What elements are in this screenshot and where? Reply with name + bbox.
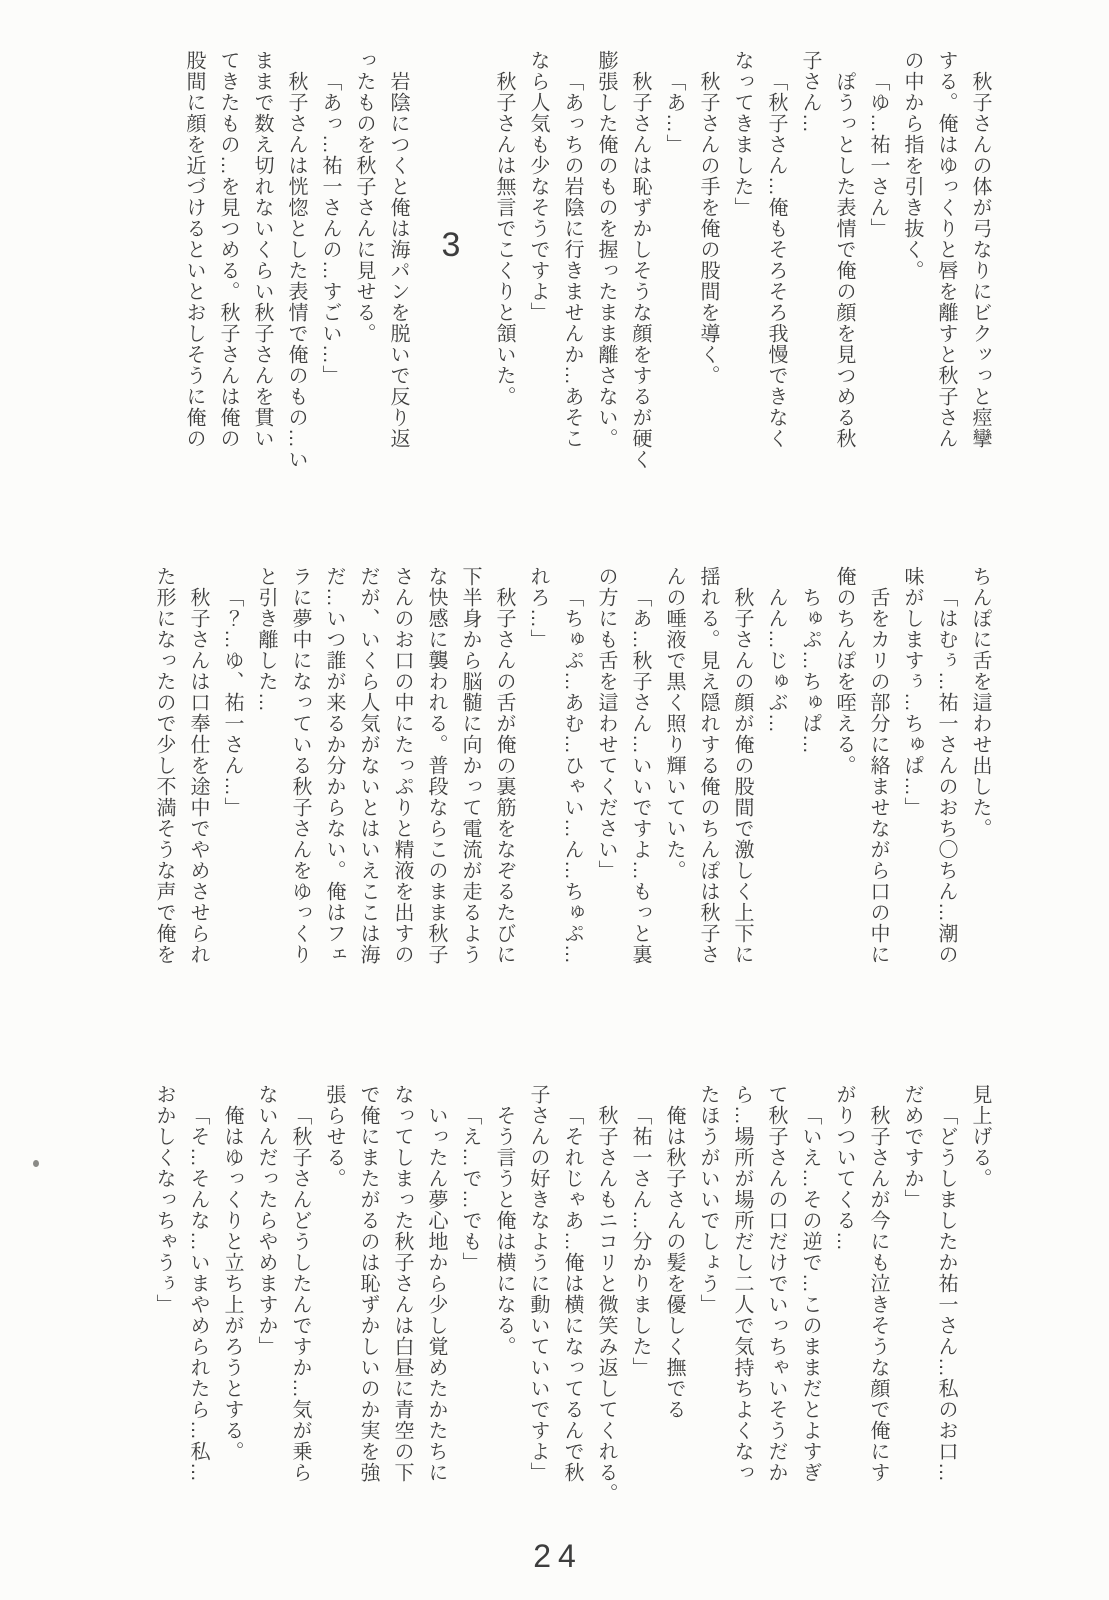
text-column: 膨張した俺のものを握ったまま離さない。 [595, 50, 617, 449]
text-column: 秋子さんの舌が俺の裏筋をなぞるたびに [493, 587, 515, 965]
text-column: の方にも舌を這わせてください」 [595, 566, 617, 881]
text-column: んん…じゅぶ… [765, 587, 787, 734]
text-column: と引き離した… [255, 566, 277, 713]
text-column: 「そ…そんな…いまやめられたら…私… [187, 1105, 209, 1483]
text-column: なってしまった秋子さんは白昼に青空の下 [391, 1084, 413, 1483]
text-column: ままで数え切れないくらい秋子さんを貫い [251, 50, 273, 449]
text-column: 「あっ…祐一さんの…すごい…」 [319, 71, 341, 386]
text-column: 「あ…」 [663, 71, 685, 155]
text-column: 岩陰につくと俺は海パンを脱いで反り返 [387, 71, 409, 449]
text-column: 俺のちんぽを咥える。 [833, 566, 855, 776]
text-column: た形になったので少し不満そうな声で俺を [153, 566, 175, 965]
text-column: 「それじゃあ…俺は横になってるんで秋 [561, 1105, 583, 1483]
text-column: 「え…で…でも」 [459, 1105, 481, 1273]
text-column: ちんぽに舌を這わせ出した。 [969, 566, 991, 839]
text-column: なってきました」 [731, 50, 753, 218]
text-column: 子さん… [799, 50, 821, 134]
text-column: 秋子さんの顔が俺の股間で激しく上下に [731, 587, 753, 965]
text-column: 「秋子さんどうしたんですか…気が乗ら [289, 1105, 311, 1483]
text-column: 「あ…秋子さん…いいですよ…もっと裏 [629, 587, 651, 965]
text-column: な快感に襲われる。普段ならこのまま秋子 [425, 566, 447, 965]
text-column: の中から指を引き抜く。 [901, 50, 923, 281]
text-column: おかしくなっちゃうぅ」 [153, 1084, 175, 1315]
text-column: で俺にまたがるのは恥ずかしいのか実を強 [357, 1084, 379, 1483]
text-column: 下半身から脳髄に向かって電流が走るよう [459, 566, 481, 965]
text-column: ったものを秋子さんに見せる。 [353, 50, 375, 344]
text-column: 秋子さんもニコリと微笑み返してくれる。 [595, 1105, 617, 1504]
text-column: 秋子さんは口奉仕を途中でやめさせられ [187, 587, 209, 965]
text-column: ラに夢中になっている秋子さんをゆっくり [289, 566, 311, 965]
text-column: 味がしますぅ…ちゅぱ…」 [901, 566, 923, 818]
text-column: 秋子さんの手を俺の股間を導く。 [697, 71, 719, 386]
section-number: 3 [441, 226, 461, 264]
section-break [415, 50, 487, 516]
text-column: 「祐一さん…分かりました」 [629, 1105, 651, 1378]
text-column: 秋子さんが今にも泣きそうな顔で俺にす [867, 1105, 889, 1483]
text-column: なら人気も少なそうですよ」 [527, 50, 549, 323]
text-column: 見上げる。 [969, 1084, 991, 1189]
text-column: そう言うと俺は横になる。 [493, 1105, 515, 1357]
text-column: 「あっちの岩陰に行きませんか…あそこ [561, 71, 583, 449]
text-column: 「いえ…その逆で…このままだとよすぎ [799, 1105, 821, 1483]
text-column: 舌をカリの部分に絡ませながら口の中に [867, 587, 889, 965]
text-band-bottom [147, 1084, 997, 1550]
text-column: 秋子さんは恍惚とした表情で俺のもの…い [285, 71, 307, 470]
text-column: ぽうっとした表情で俺の顔を見つめる秋 [833, 71, 855, 449]
text-column: ないんだったらやめますか」 [255, 1084, 277, 1357]
text-column: 秋子さんは恥ずかしそうな顔をするが硬く [629, 71, 651, 470]
page-number: 24 [533, 1538, 583, 1574]
text-column: 「どうしましたか祐一さん…私のお口… [935, 1105, 957, 1483]
text-column: 「？…ゆ、祐一さん…」 [221, 587, 243, 818]
text-column: ら…場所が場所だし二人で気持ちよくなっ [731, 1084, 753, 1483]
text-column: だ…いつ誰が来るか分からない。俺はフェ [323, 566, 345, 965]
text-band-top [177, 50, 997, 516]
scan-speck [33, 1160, 39, 1167]
text-column: だめですか」 [901, 1084, 923, 1210]
text-column: 「ゆ…祐一さん」 [867, 71, 889, 239]
text-column: 俺はゆっくりと立ち上がろうとする。 [221, 1105, 243, 1462]
text-column: 揺れる。見え隠れする俺のちんぽは秋子さ [697, 566, 719, 965]
text-column: 子さんの好きなように動いていいですよ」 [527, 1084, 549, 1483]
text-column: んの唾液で黒く照り輝いていた。 [663, 566, 685, 881]
text-column: 俺は秋子さんの髪を優しく撫でる [663, 1105, 685, 1420]
text-column: 股間に顔を近づけるといとおしそうに俺の [183, 50, 205, 449]
text-column: 「秋子さん…俺もそろそろ我慢できなく [765, 71, 787, 449]
text-column: 張らせる。 [323, 1084, 345, 1189]
text-column: て秋子さんの口だけでいっちゃいそうだか [765, 1084, 787, 1483]
text-column: 「ちゅぷ…あむ…ひゃい…ん…ちゅぷ… [561, 587, 583, 965]
text-column: いったん夢心地から少し覚めたかたちに [425, 1105, 447, 1483]
text-band-middle [147, 566, 997, 1032]
text-column: 秋子さんの体が弓なりにビクッっと痙攣 [969, 71, 991, 449]
text-column: ちゅぷ…ちゅぱ… [799, 587, 821, 755]
text-column: たほうがいいでしょう」 [697, 1084, 719, 1315]
text-column: れろ…」 [527, 566, 549, 650]
text-column: 「はむぅ…祐一さんのおち〇ちん…潮の [935, 587, 957, 965]
text-column: てきたもの…を見つめる。秋子さんは俺の [217, 50, 239, 449]
text-column: する。俺はゆっくりと唇を離すと秋子さん [935, 50, 957, 449]
text-column: 秋子さんは無言でこくりと頷いた。 [493, 71, 515, 407]
text-column: さんのお口の中にたっぷりと精液を出すの [391, 566, 413, 965]
text-column: だが、いくら人気がないとはいえここは海 [357, 566, 379, 965]
text-column: がりついてくる… [833, 1084, 855, 1252]
